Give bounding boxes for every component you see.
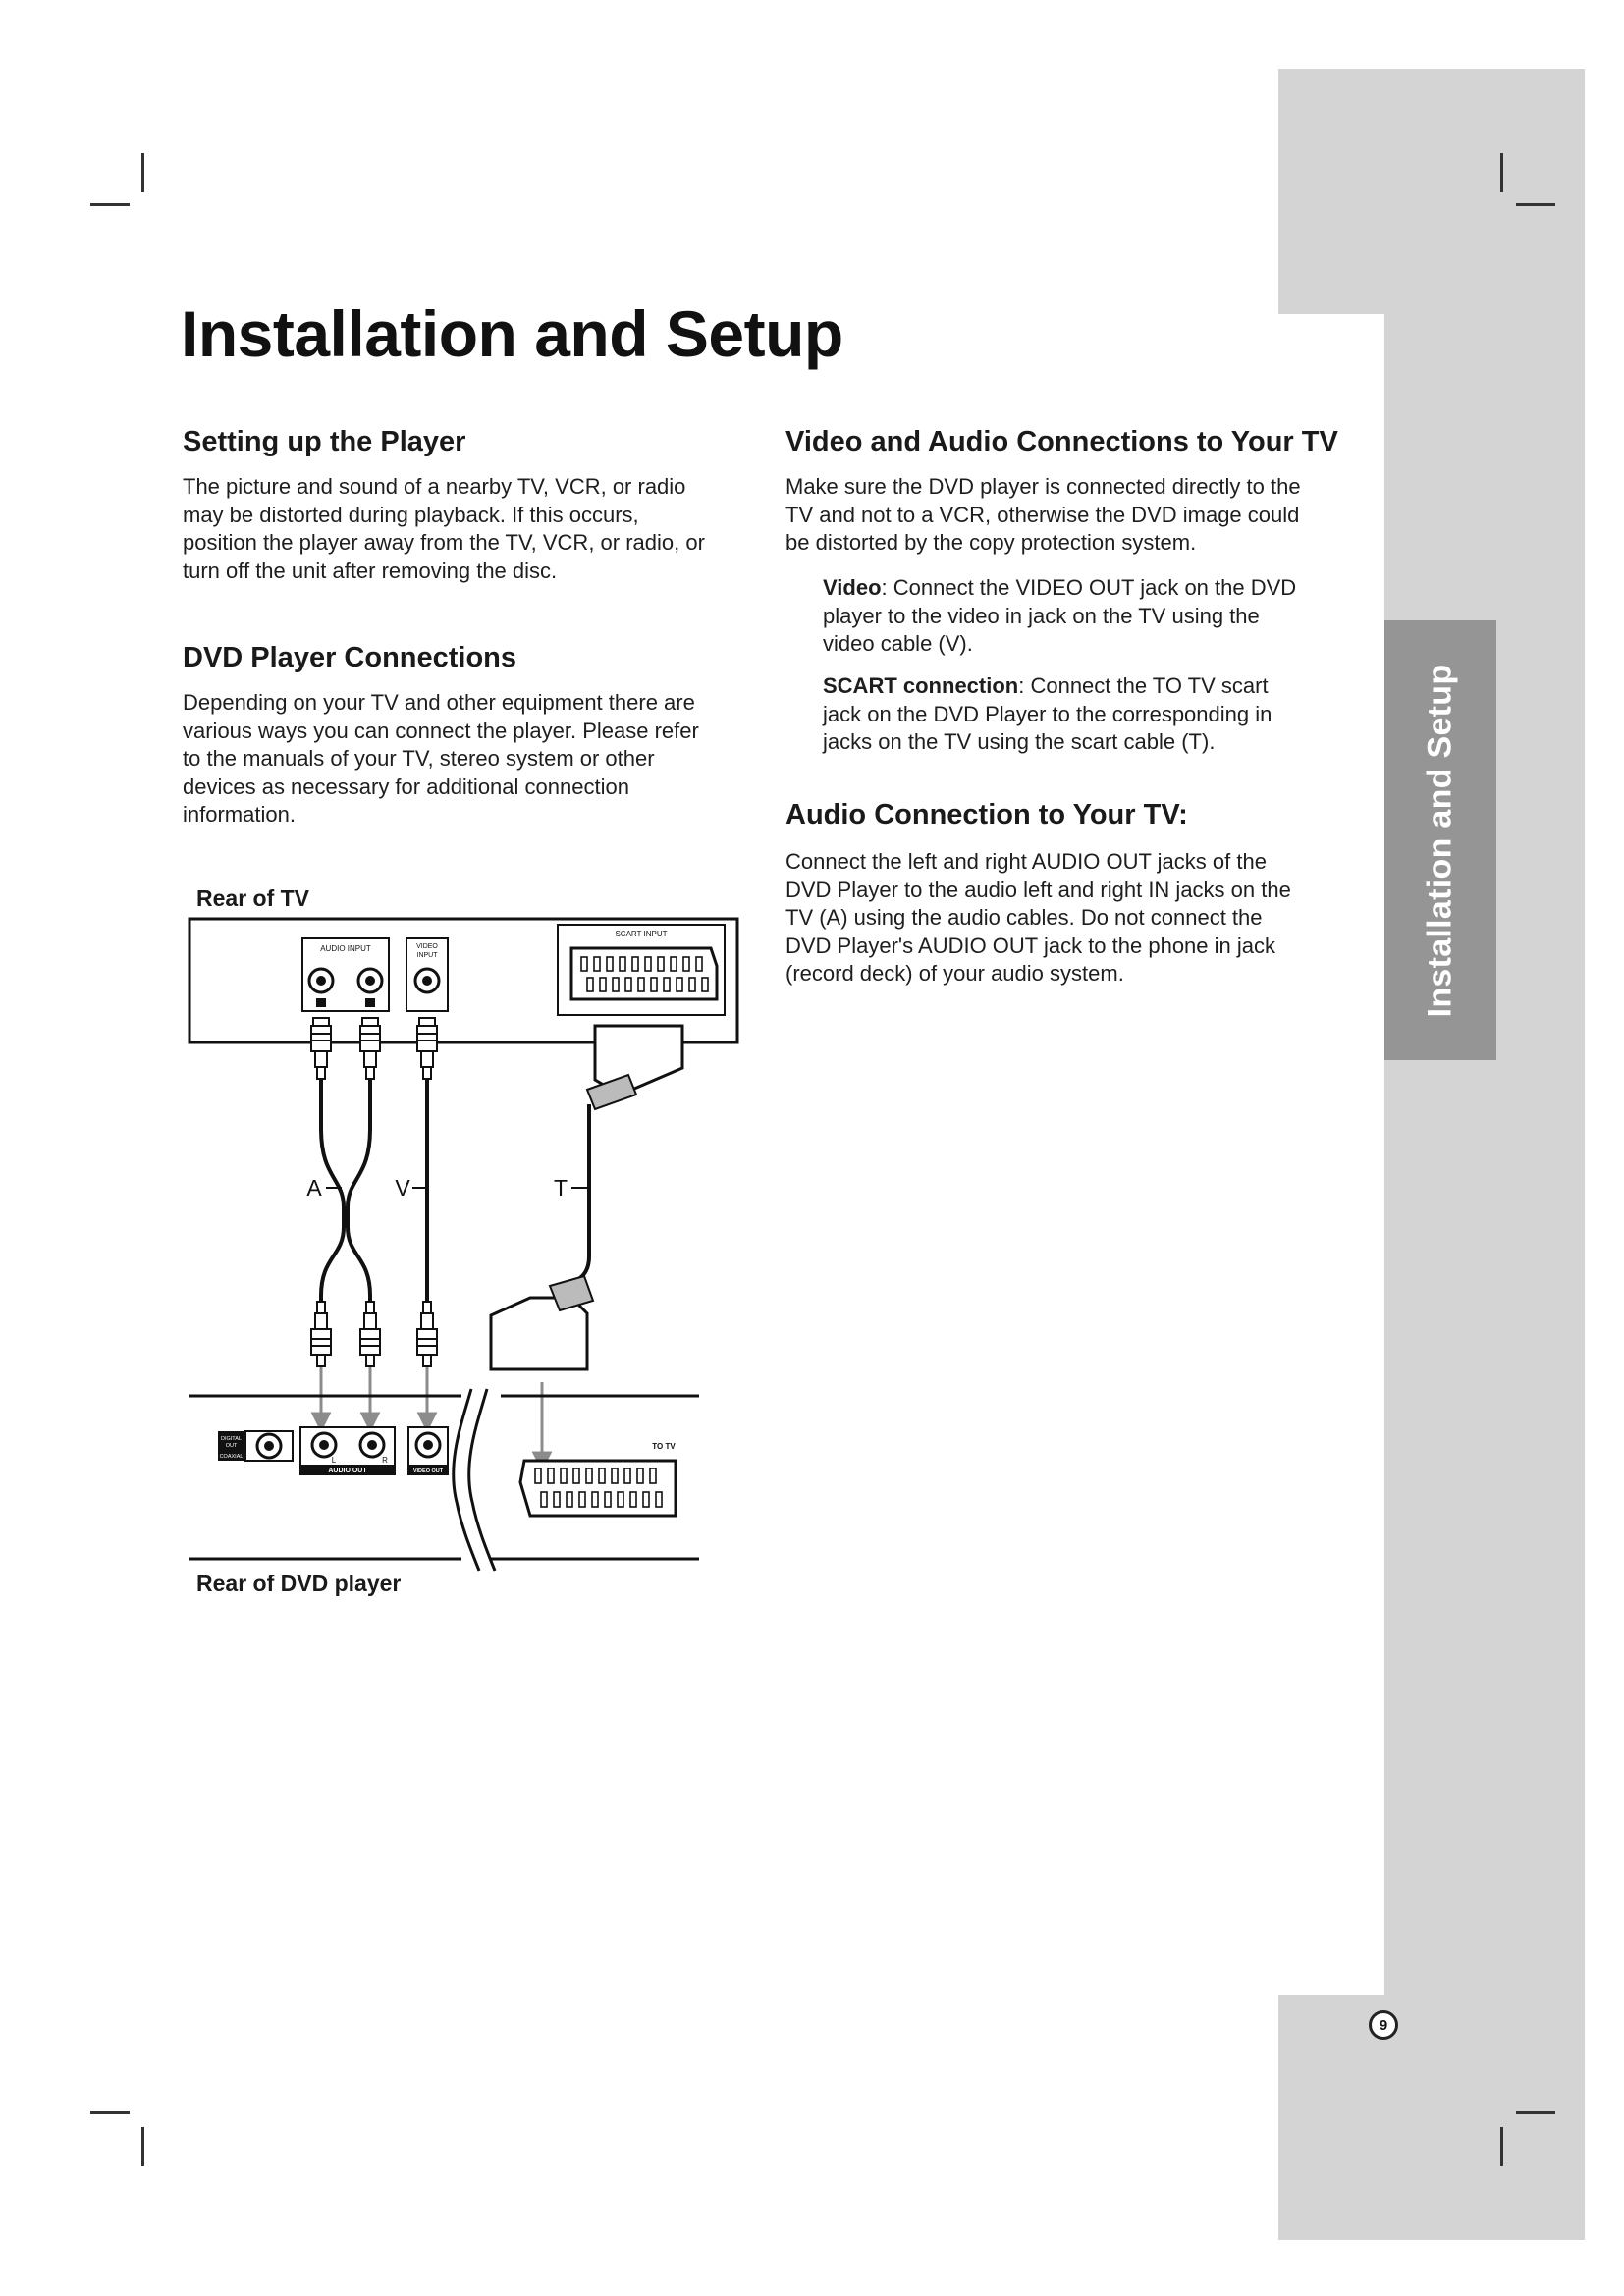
audio-out-label: AUDIO OUT	[328, 1468, 367, 1474]
crop-mark	[1516, 2111, 1555, 2114]
rca-plug	[360, 1302, 380, 1366]
text-line: The picture and sound of a nearby TV, VCR, or radio	[183, 474, 686, 499]
text-line: to the manuals of your TV, stereo system or other	[183, 746, 655, 771]
rear-of-tv-label: Rear of TV	[196, 885, 310, 911]
margin-band-top	[1278, 69, 1585, 314]
margin-band	[1384, 314, 1585, 1995]
text-line: Make sure the DVD player is connected directly to the	[785, 474, 1301, 499]
connection-diagram	[177, 903, 746, 1590]
text-line: : Connect the VIDEO OUT jack on the DVD	[881, 575, 1297, 600]
crop-mark	[1500, 2127, 1503, 2166]
text-line: video cable (V).	[823, 631, 973, 656]
digital-out-label-2: OUT	[225, 1443, 238, 1449]
heading-video-audio: Video and Audio Connections to Your TV	[785, 426, 1338, 457]
paragraph-scart	[823, 672, 1272, 757]
heading-setting-up: Setting up the Player	[183, 426, 466, 457]
rca-plug	[360, 1018, 380, 1079]
margin-band-bottom	[1278, 1995, 1585, 2240]
crop-mark	[90, 203, 130, 206]
audio-cable	[321, 1080, 370, 1315]
rca-plug	[417, 1018, 437, 1079]
section-tab-label: Installation and Setup	[1421, 664, 1459, 1017]
video-input-label-1: VIDEO	[416, 943, 438, 950]
crop-mark	[1516, 203, 1555, 206]
text-line: TV (A) using the audio cables. Do not connect the	[785, 905, 1263, 930]
text-line: DVD Player to the audio left and right IN jacks on the	[785, 877, 1291, 902]
coaxial-label: COAXIAL	[219, 1454, 244, 1460]
text-line: jacks on the TV using the scart cable (T).	[823, 729, 1216, 754]
scart-plug-tv	[587, 1026, 682, 1109]
scart-cable	[565, 1104, 589, 1286]
paragraph-dvd-connections	[183, 689, 699, 829]
text-line: position the player away from the TV, VCR, or radio, or	[183, 530, 705, 555]
break-mark	[454, 1389, 479, 1571]
crop-mark	[90, 2111, 130, 2114]
channel-l-label: L	[331, 1456, 337, 1465]
text-line: various ways you can connect the player. Please refer	[183, 718, 699, 743]
text-line: be distorted by the copy protection system.	[785, 530, 1197, 555]
paragraph-setting-up	[183, 473, 705, 585]
crop-mark	[141, 153, 144, 192]
text-line: may be distorted during playback. If this occurs,	[183, 502, 639, 527]
cable-label-a: A	[306, 1175, 322, 1201]
video-out-label: VIDEO OUT	[412, 1468, 444, 1474]
crop-mark	[141, 2127, 144, 2166]
text-line: turn off the unit after removing the disc.	[183, 558, 558, 583]
rca-plug	[417, 1302, 437, 1366]
heading-dvd-connections: DVD Player Connections	[183, 642, 517, 673]
text-line: (record deck) of your audio system.	[785, 961, 1124, 986]
text-line: player to the video in jack on the TV using the	[823, 603, 1260, 628]
paragraph-video	[823, 574, 1296, 659]
cable-label-t: T	[553, 1175, 568, 1201]
to-tv-label: TO TV	[652, 1442, 676, 1451]
text-line: devices as necessary for additional connection	[183, 774, 629, 799]
section-tab	[1384, 620, 1496, 1060]
crop-mark	[1500, 153, 1503, 192]
cable-label-v: V	[395, 1175, 410, 1201]
audio-input-label: AUDIO INPUT	[320, 944, 371, 953]
text-line: DVD Player's AUDIO OUT jack to the phone in jack	[785, 933, 1275, 958]
text-line: : Connect the TO TV scart	[1018, 673, 1269, 698]
rca-plug	[311, 1302, 331, 1366]
paragraph-video-audio	[785, 473, 1301, 558]
rear-of-dvd-label: Rear of DVD player	[196, 1571, 402, 1596]
text-line: Connect the left and right AUDIO OUT jacks of the	[785, 849, 1267, 874]
page-title: Installation and Setup	[181, 297, 843, 370]
page-number: 9	[1369, 2010, 1398, 2040]
break-mark	[469, 1389, 495, 1571]
text-line: jack on the DVD Player to the corresponding in	[823, 701, 1272, 726]
channel-r-label: R	[382, 1456, 388, 1465]
scart-term: SCART connection	[823, 673, 1019, 698]
heading-audio-connection: Audio Connection to Your TV:	[785, 799, 1188, 830]
text-line: TV and not to a VCR, otherwise the DVD image could	[785, 502, 1300, 527]
text-line: Depending on your TV and other equipment there are	[183, 690, 695, 715]
rca-plug	[311, 1018, 331, 1079]
video-term: Video	[823, 575, 882, 600]
scart-plug-dvd	[491, 1276, 593, 1369]
paragraph-audio-connection	[785, 848, 1291, 988]
text-line: information.	[183, 802, 296, 827]
video-input-label-2: INPUT	[416, 952, 438, 959]
digital-out-label-1: DIGITAL	[221, 1436, 242, 1442]
scart-input-label: SCART INPUT	[615, 930, 668, 938]
